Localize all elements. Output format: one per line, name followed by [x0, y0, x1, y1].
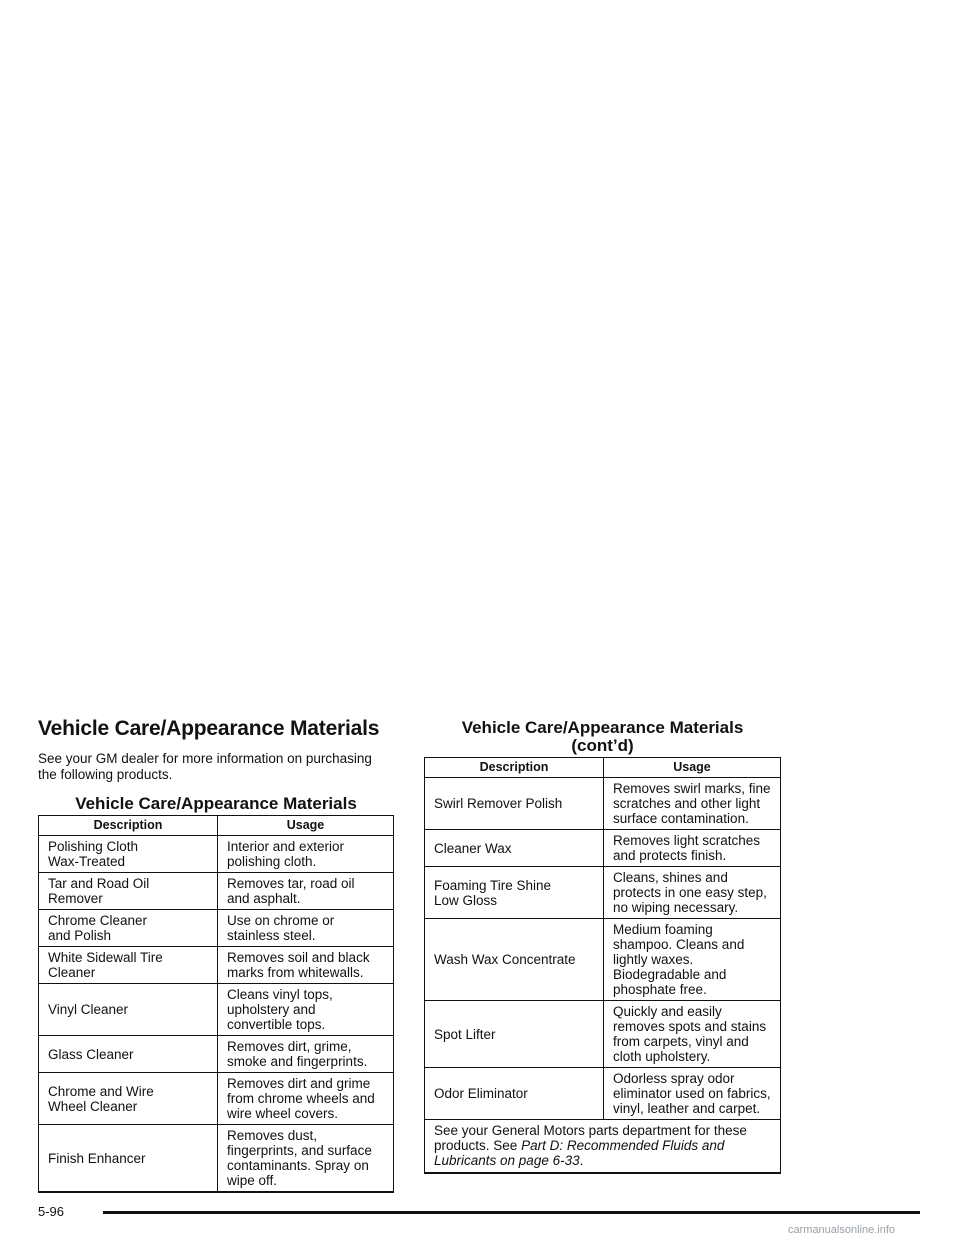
header-description: Description: [39, 816, 218, 836]
table-row: [39, 873, 394, 910]
header-usage: Usage: [218, 816, 394, 836]
header-description: Description: [425, 758, 604, 778]
description-cell: White Sidewall Tire Cleaner: [39, 947, 218, 984]
usage-cell: Removes soil and black marks from whitewalls.: [218, 947, 394, 984]
table-note: See your General Motors parts department for these products. See Part D: Recommended Fluids and Lubricants on page 6-33.: [425, 1120, 781, 1174]
usage-cell: Medium foaming shampoo. Cleans and lightly waxes. Biodegradable and phosphate free.: [604, 919, 781, 1001]
usage-cell: Odorless spray odor eliminator used on fabrics, vinyl, leather and carpet.: [604, 1068, 781, 1120]
table-row: [39, 1036, 394, 1073]
materials-table: [38, 815, 394, 1193]
table-row: [39, 836, 394, 873]
description-cell: Glass Cleaner: [39, 1036, 218, 1073]
header-usage: Usage: [604, 758, 781, 778]
section-title: Vehicle Care/Appearance Materials: [38, 717, 380, 740]
table-note-row: [425, 1120, 781, 1174]
usage-cell: Cleans, shines and protects in one easy step, no wiping necessary.: [604, 867, 781, 919]
description-cell: Tar and Road Oil Remover: [39, 873, 218, 910]
usage-cell: Removes light scratches and protects finish.: [604, 830, 781, 867]
usage-cell: Removes dust, fingerprints, and surface contaminants. Spray on wipe off.: [218, 1125, 394, 1193]
usage-cell: Quickly and easily removes spots and stains from carpets, vinyl and cloth upholstery.: [604, 1001, 781, 1068]
description-cell: Chrome and Wire Wheel Cleaner: [39, 1073, 218, 1125]
continued-table-title-line2: (cont’d): [571, 736, 634, 755]
table-row: [425, 1001, 781, 1068]
table-row: [39, 1073, 394, 1125]
table-row: [39, 984, 394, 1036]
usage-cell: Use on chrome or stainless steel.: [218, 910, 394, 947]
table-row: [425, 1068, 781, 1120]
table-row: [425, 867, 781, 919]
table-header-row: [425, 758, 781, 778]
description-cell: Spot Lifter: [425, 1001, 604, 1068]
table-row: [39, 910, 394, 947]
description-cell: Polishing Cloth Wax-Treated: [39, 836, 218, 873]
usage-cell: Removes swirl marks, fine scratches and other light surface contamination.: [604, 778, 781, 830]
table-row: [425, 830, 781, 867]
description-cell: Odor Eliminator: [425, 1068, 604, 1120]
description-cell: Foaming Tire Shine Low Gloss: [425, 867, 604, 919]
table-row: [39, 1125, 394, 1193]
usage-cell: Removes dirt, grime, smoke and fingerprints.: [218, 1036, 394, 1073]
continued-table-title-line1: Vehicle Care/Appearance Materials: [461, 718, 744, 737]
usage-cell: Cleans vinyl tops, upholstery and convertible tops.: [218, 984, 394, 1036]
continued-table-title: [424, 719, 781, 755]
description-cell: Cleaner Wax: [425, 830, 604, 867]
watermark: carmanualsonline.info: [788, 1224, 896, 1236]
description-cell: Swirl Remover Polish: [425, 778, 604, 830]
description-cell: Vinyl Cleaner: [39, 984, 218, 1036]
table-row: [425, 919, 781, 1001]
right-column: [424, 719, 781, 1174]
page-number: 5-96: [38, 1204, 65, 1219]
recommended-fluids-reference[interactable]: Part D: Recommended Fluids and: [521, 1138, 725, 1153]
recommended-fluids-page-reference[interactable]: Lubricants on page 6-33: [434, 1153, 580, 1168]
usage-cell: Interior and exterior polishing cloth.: [218, 836, 394, 873]
usage-cell: Removes tar, road oil and asphalt.: [218, 873, 394, 910]
table-header-row: [39, 816, 394, 836]
usage-cell: Removes dirt and grime from chrome wheels and wire wheel covers.: [218, 1073, 394, 1125]
footer-rule: [103, 1211, 920, 1214]
description-cell: Wash Wax Concentrate: [425, 919, 604, 1001]
materials-table-title: Vehicle Care/Appearance Materials: [75, 794, 357, 813]
continued-materials-table: [424, 757, 781, 1174]
intro-paragraph: See your GM dealer for more information on purchasing the following products.: [38, 751, 372, 782]
left-column: [38, 717, 394, 1193]
table-row: [425, 778, 781, 830]
description-cell: Chrome Cleaner and Polish: [39, 910, 218, 947]
description-cell: Finish Enhancer: [39, 1125, 218, 1193]
table-row: [39, 947, 394, 984]
